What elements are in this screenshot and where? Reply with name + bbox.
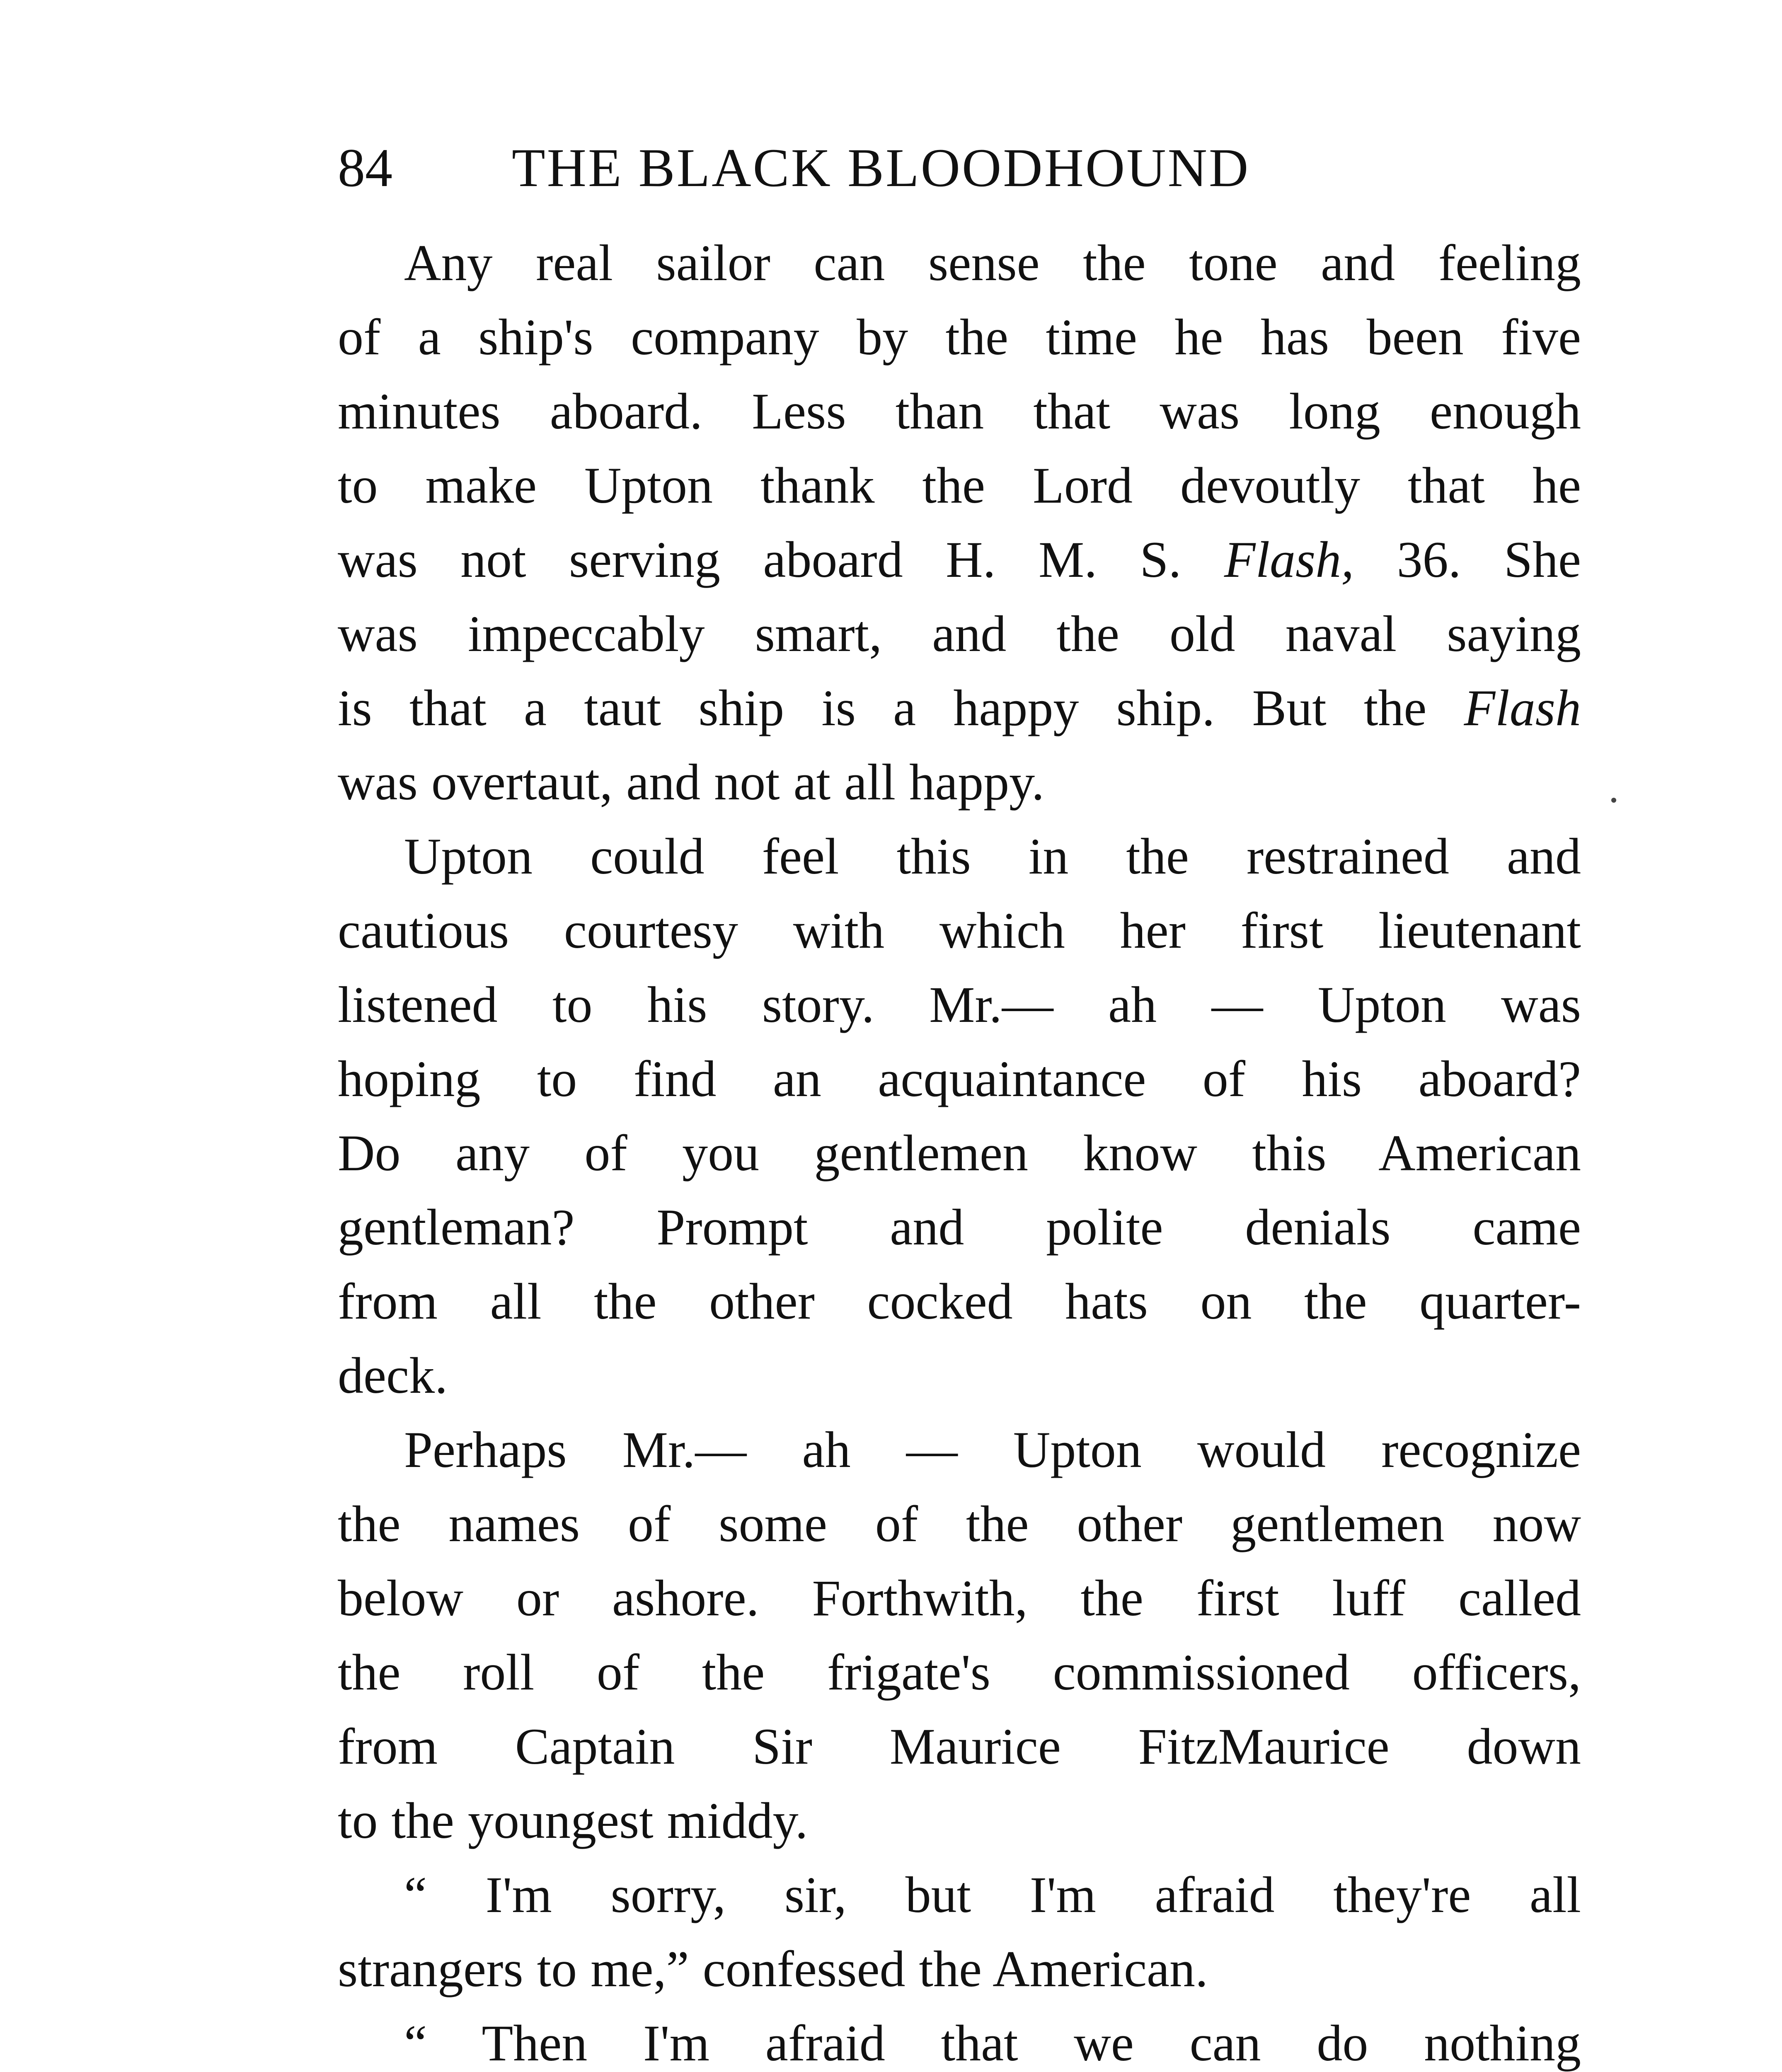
text-segment: is that a taut ship is a happy ship. But the	[338, 680, 1464, 736]
text-segment: 36. She	[1354, 531, 1581, 588]
text-line: “ Then I'm afraid that we can do nothing	[404, 2015, 1581, 2072]
stray-ink-dot	[1611, 798, 1616, 803]
text-line: from Captain Sir Maurice FitzMaurice down	[338, 1718, 1581, 1775]
text-line: cautious courtesy with which her first lieutenant	[338, 902, 1581, 959]
text-line	[338, 523, 1581, 597]
text-line: from all the other cocked hats on the quarter-	[338, 1273, 1581, 1330]
ship-name-italic: Flash	[1464, 680, 1581, 736]
text-line: Do any of you gentlemen know this American	[338, 1125, 1581, 1181]
text-line: deck.	[338, 1347, 448, 1404]
text-line: below or ashore. Forthwith, the first luff called	[338, 1570, 1581, 1627]
text-line: the roll of the frigate's commissioned officers,	[338, 1644, 1581, 1701]
text-line: to the youngest middy.	[338, 1792, 808, 1849]
text-line: was impeccably smart, and the old naval saying	[338, 605, 1581, 662]
text-line: to make Upton thank the Lord devoutly that he	[338, 457, 1581, 514]
text-line: the names of some of the other gentlemen now	[338, 1496, 1581, 1552]
text-line	[338, 671, 1581, 745]
text-segment: was not serving aboard H. M. S.	[338, 531, 1224, 588]
text-line: strangers to me,” confessed the American.	[338, 1941, 1208, 1997]
text-line: listened to his story. Mr.— ah — Upton was	[338, 976, 1581, 1033]
body-text	[338, 226, 1581, 2072]
text-line: minutes aboard. Less than that was long enough	[338, 383, 1581, 440]
text-line: of a ship's company by the time he has been five	[338, 309, 1581, 366]
text-line: Perhaps Mr.— ah — Upton would recognize	[404, 1421, 1581, 1478]
running-title: THE BLACK BLOODHOUND	[512, 137, 1250, 198]
text-line: was overtaut, and not at all happy.	[338, 754, 1045, 811]
text-line: hoping to find an acquaintance of his aboard?	[338, 1051, 1581, 1107]
text-line: “ I'm sorry, sir, but I'm afraid they're all	[404, 1866, 1581, 1923]
running-head	[338, 126, 1581, 209]
ship-name-italic: Flash,	[1224, 531, 1354, 588]
text-line: Any real sailor can sense the tone and feeling	[404, 235, 1581, 291]
text-line: Upton could feel this in the restrained and	[404, 828, 1581, 885]
page-number: 84	[338, 137, 392, 198]
text-line: gentleman? Prompt and polite denials came	[338, 1199, 1581, 1256]
